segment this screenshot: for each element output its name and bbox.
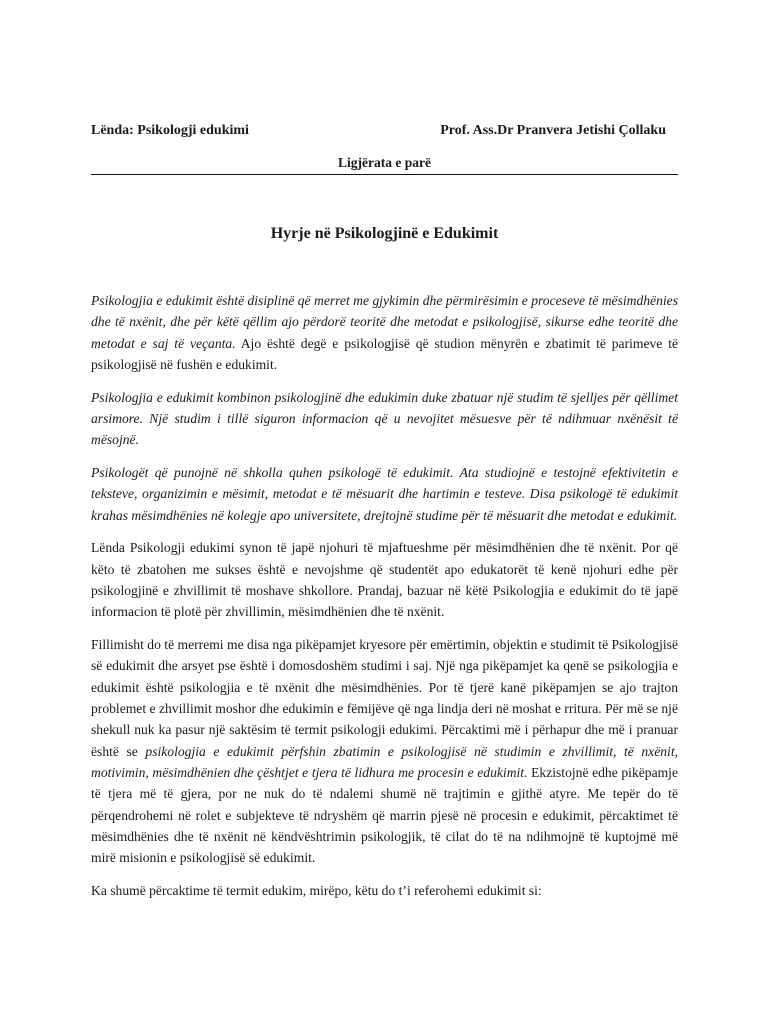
professor-name: Prof. Ass.Dr Pranvera Jetishi Çollaku — [440, 123, 666, 138]
paragraph-3: Psikologët që punojnë në shkolla quhen psikologë të edukimit. Ata studiojnë e testojnë efektivitetin e teksteve, organizimin e mësimit, metodat e të mësuarit dhe hartimin e testeve. Disa psikologë të edukimit krahas mësimdhënies në kolegje apo universitete, drejtojnë studime për të mësuarit dhe metodat e edukimit. — [91, 465, 678, 523]
paragraph-1-normal: Ajo është degë e psikologjisë që studion mënyrën e zbatimit të parimeve të psikologjisë në fushën e edukimit. — [91, 335, 679, 372]
paragraph-2: Psikologjia e edukimit kombinon psikologjinë dhe edukimin duke zbatuar një studim të sjelljes për qëllimet arsimore. Një studim i tillë siguron informacion që u nevojitet mësuesve për të ndihmuar nxënësit të mësojnë. — [91, 389, 678, 448]
lecture-label: Ligjërata e parë — [338, 155, 431, 170]
subject-label: Lënda: Psikologji edukimi — [91, 123, 249, 138]
paragraph-1 — [91, 290, 678, 375]
paragraph-5 — [91, 634, 678, 868]
document-title: Hyrje në Psikologjinë e Edukimit — [270, 225, 499, 242]
document-body — [91, 290, 678, 913]
paragraph-4: Lënda Psikologji edukimi synon të japë njohuri të mjaftueshme për mësimdhënien dhe të nxënit. Por që këto të zbatohen me sukses është e nevojshme që studentët apo edukatorët të kenë njohuri edhe për psikologjinë e zhvillimit të moshave shkollore. Prandaj, bazuar në këtë Psikologjia e edukimit do të japë informacion të plotë për zhvillimin, mësimdhënien dhe të nxënit. — [91, 540, 678, 620]
document-page — [91, 0, 678, 1024]
paragraph-5-normal-b: Ekzistojnë edhe pikëpamje të tjera më të gjera, por ne nuk do të ndalemi shumë në trajtimin e gjithë atyre. Me tepër do të përqendrohemi në rolet e subjekteve të ndryshëm që marrin pjesë në procesin e edukimit, përcaktimet të mësimdhënies dhe të nxënit në këndvështrimin psikologjik, të cilat do të na ndihmojnë të kuptojmë më mirë misionin e psikologjisë së edukimit. — [91, 764, 678, 866]
paragraph-6: Ka shumë përcaktime të termit edukim, mirëpo, këtu do t’i referohemi edukimit si: — [91, 882, 542, 898]
paragraph-5-normal-a: Fillimisht do të merremi me disa nga pikëpamjet kryesore për emërtimin, objektin e studimit të Psikologjisë së edukimit dhe arsyet pse është i domosdoshëm studimi i saj. Një nga pikëpamjet ka qenë se psikologjia e edukimit është psikologjia e të nxënit dhe mësimdhënies. Por të tjerë kanë pikëpamjen se ajo trajton problemet e zhvillimit moshor dhe edukimin e fëmijëve që nga lindja deri në moshat e rritura. Për më se një shekull nuk ka pasur një saktësim të termit psikologji edukimi. Përcaktimi më i përhapur dhe më i pranuar është se — [91, 637, 678, 759]
paragraph-5-italic: psikologjia e edukimit përfshin zbatimin e psikologjisë në studimin e zhvillimit, të nxënit, motivimin, mësimdhënien dhe çështjet e tjera të lidhura me procesin e edukimit. — [91, 743, 678, 780]
document-header — [91, 123, 678, 139]
header-divider — [91, 174, 678, 175]
paragraph-1-italic: Psikologjia e edukimit është disiplinë që merret me gjykimin dhe përmirësimin e proceseve të mësimdhënies dhe të nxënit, dhe për këtë qëllim ajo përdorë teoritë dhe metodat e psikologjisë, sikurse edhe teoritë dhe metodat e saj të veçanta. — [91, 293, 678, 351]
